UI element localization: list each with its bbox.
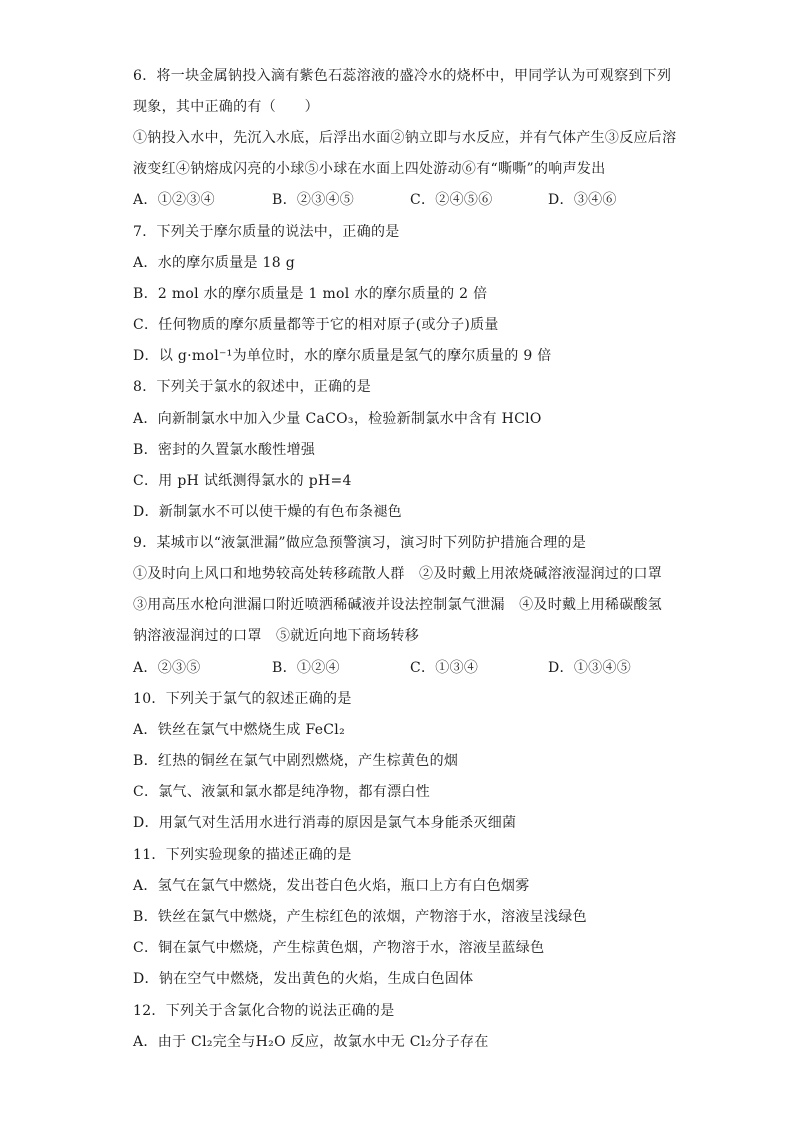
- q6-option-b: B．②③④⑤: [272, 192, 355, 208]
- q9-statement-line-2: ③用高压水枪向泄漏口附近喷洒稀碱液并设法控制氯气泄漏 ④及时戴上用稀碳酸氢: [133, 597, 663, 613]
- q8-stem: 8．下列关于氯水的叙述中，正确的是: [133, 379, 372, 395]
- q6-stem-line-2: 现象，其中正确的有（ ）: [133, 99, 319, 115]
- q7-option-b: B．2 mol 水的摩尔质量是 1 mol 水的摩尔质量的 2 倍: [133, 286, 488, 302]
- q9-stem: 9．某城市以“液氯泄漏”做应急预警演习，演习时下列防护措施合理的是: [133, 535, 587, 551]
- q12-stem: 12．下列关于含氯化合物的说法正确的是: [133, 1003, 395, 1019]
- q8-option-b: B．密封的久置氯水酸性增强: [133, 442, 316, 458]
- q8-option-d: D．新制氯水不可以使干燥的有色布条褪色: [133, 504, 402, 520]
- q9-option-d: D．①③④⑤: [548, 660, 632, 676]
- q9-statement-line-3: 钠溶液湿润过的口罩 ⑤就近向地下商场转移: [133, 628, 419, 644]
- q10-option-c: C．氯气、液氯和氯水都是纯净物，都有漂白性: [133, 784, 431, 800]
- q10-option-a: A．铁丝在氯气中燃烧生成 FeCl₂: [133, 722, 345, 738]
- q9-option-b: B．①②④: [272, 660, 340, 676]
- q11-option-d: D．钠在空气中燃烧，发出黄色的火焰，生成白色固体: [133, 971, 474, 987]
- q6-option-d: D．③④⑥: [548, 192, 617, 208]
- q6-option-a: A．①②③④: [133, 192, 215, 208]
- q10-stem: 10．下列关于氯气的叙述正确的是: [133, 691, 352, 707]
- q8-option-a: A．向新制氯水中加入少量 CaCO₃，检验新制氯水中含有 HClO: [133, 411, 542, 427]
- q7-option-d: D．以 g·mol⁻¹为单位时，水的摩尔质量是氢气的摩尔质量的 9 倍: [133, 348, 552, 364]
- q7-option-c: C．任何物质的摩尔质量都等于它的相对原子(或分子)质量: [133, 317, 499, 333]
- q11-option-b: B．铁丝在氯气中燃烧，产生棕红色的浓烟，产物溶于水，溶液呈浅绿色: [133, 909, 587, 925]
- q11-option-c: C．铜在氯气中燃烧，产生棕黄色烟，产物溶于水，溶液呈蓝绿色: [133, 940, 545, 956]
- q11-option-a: A．氢气在氯气中燃烧，发出苍白色火焰，瓶口上方有白色烟雾: [133, 878, 530, 894]
- q10-option-d: D．用氯气对生活用水进行消毒的原因是氯气本身能杀灭细菌: [133, 815, 517, 831]
- q10-option-b: B．红热的铜丝在氯气中剧烈燃烧，产生棕黄色的烟: [133, 753, 459, 769]
- q9-option-c: C．①③④: [410, 660, 479, 676]
- q11-stem: 11．下列实验现象的描述正确的是: [133, 847, 352, 863]
- q6-option-c: C．②④⑤⑥: [410, 192, 493, 208]
- q8-option-c: C．用 pH 试纸测得氯水的 pH=4: [133, 473, 352, 489]
- q9-options: [0, 658, 794, 678]
- q7-stem: 7．下列关于摩尔质量的说法中，正确的是: [133, 224, 400, 240]
- q12-option-a: A．由于 Cl₂完全与H₂O 反应，故氯水中无 Cl₂分子存在: [133, 1034, 489, 1050]
- q6-options: [0, 190, 794, 210]
- q9-option-a: A．②③⑤: [133, 660, 201, 676]
- q7-option-a: A．水的摩尔质量是 18 g: [133, 255, 295, 271]
- q9-statement-line-1: ①及时向上风口和地势较高处转移疏散人群 ②及时戴上用浓烧碱溶液湿润过的口罩: [133, 566, 663, 582]
- q6-statement-line-1: ①钠投入水中，先沉入水底，后浮出水面②钠立即与水反应，并有气体产生③反应后溶: [133, 130, 677, 146]
- q6-statement-line-2: 液变红④钠熔成闪亮的小球⑤小球在水面上四处游动⑥有“嘶嘶”的响声发出: [133, 161, 606, 177]
- q6-stem-line-1: 6．将一块金属钠投入滴有紫色石蕊溶液的盛冷水的烧杯中，甲同学认为可观察到下列: [133, 68, 672, 84]
